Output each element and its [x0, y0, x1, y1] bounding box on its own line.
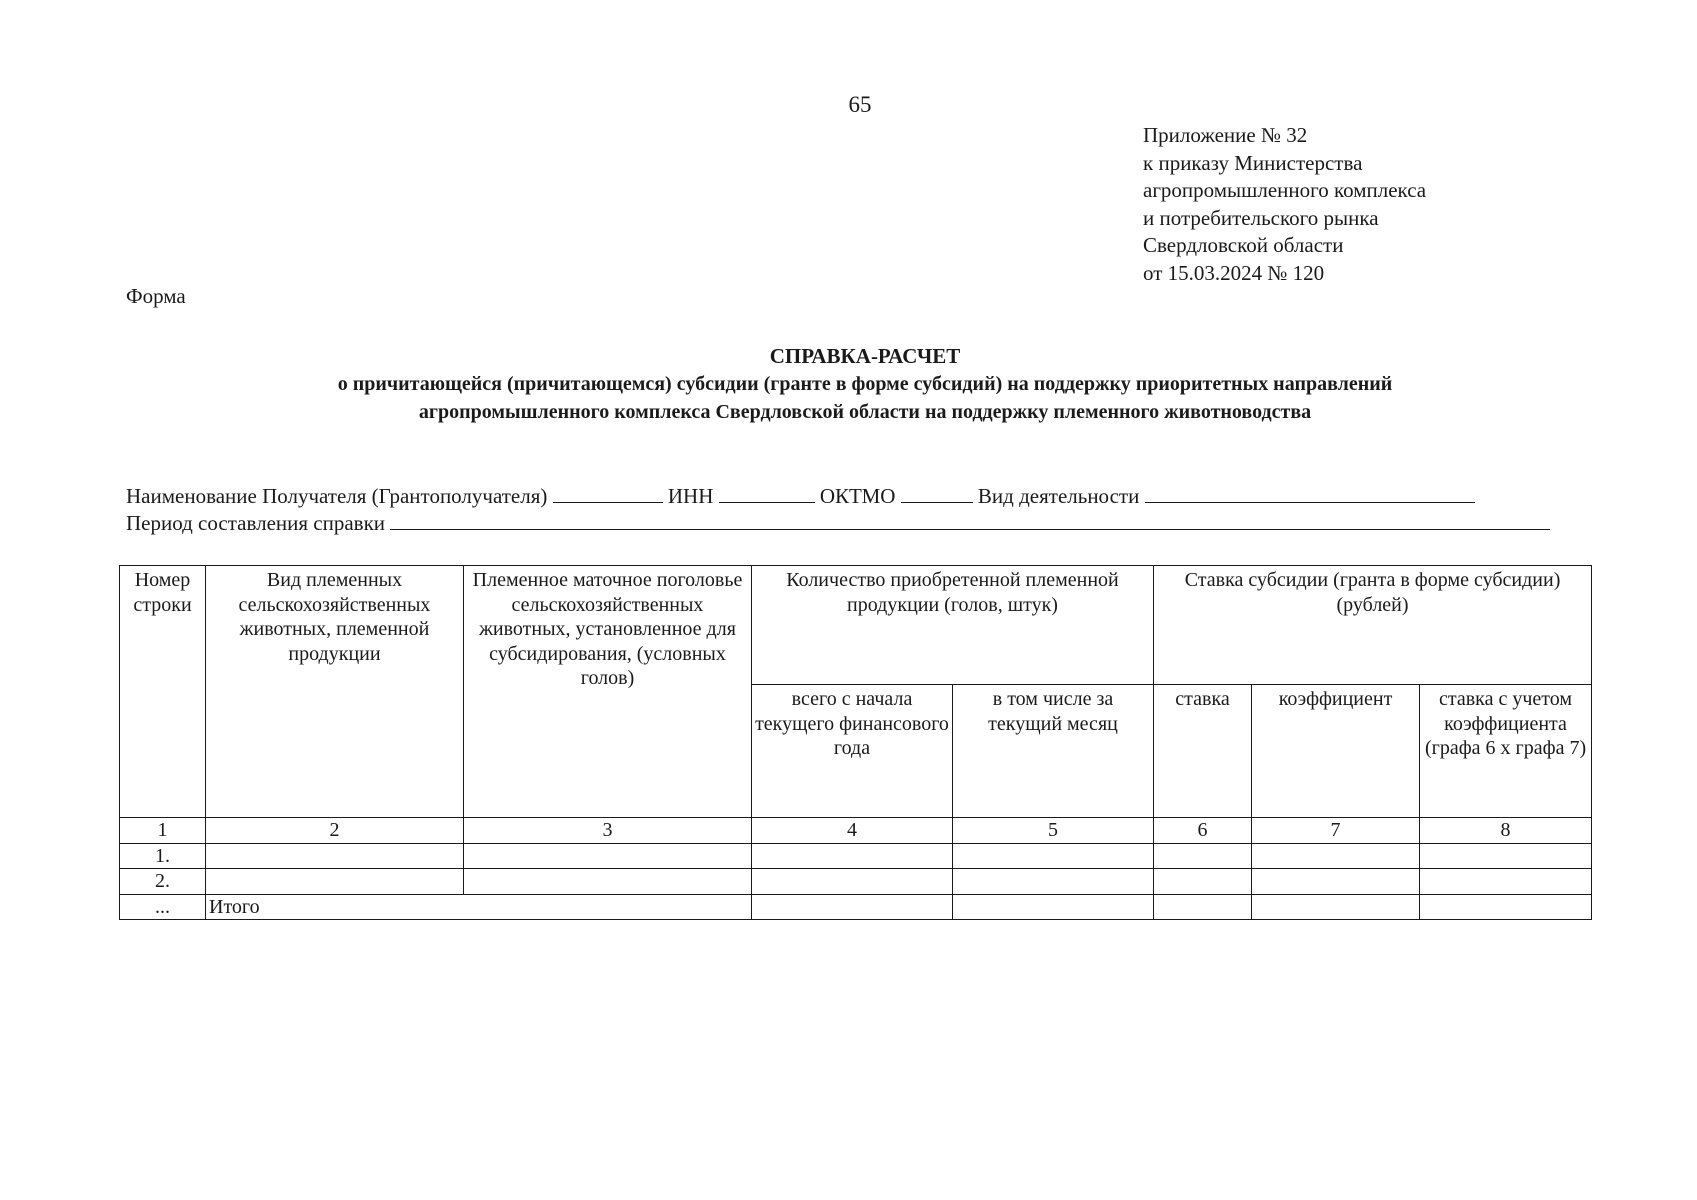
- appendix-block: [1143, 122, 1426, 287]
- table-row: [120, 869, 1592, 895]
- recipient-label: Наименование Получателя (Грантополучателя): [126, 484, 548, 508]
- form-label: Форма: [126, 284, 186, 308]
- header-coefficient: коэффициент: [1252, 685, 1420, 818]
- oktmo-blank[interactable]: [901, 484, 973, 503]
- table-cell[interactable]: [1154, 869, 1252, 895]
- column-number: 8: [1420, 818, 1592, 844]
- header-rate-with-coefficient: ставка с учетом коэффициента (графа 6 х графа 7): [1420, 685, 1592, 818]
- total-row-marker: ...: [120, 894, 206, 920]
- column-number: 4: [752, 818, 953, 844]
- table-row: [120, 843, 1592, 869]
- recipient-blank[interactable]: [553, 484, 663, 503]
- total-label: Итого: [206, 894, 752, 920]
- header-quantity-total: всего с начала текущего финансового года: [752, 685, 953, 818]
- table-cell[interactable]: [752, 869, 953, 895]
- appendix-line: и потребительского рынка: [1143, 205, 1379, 230]
- page-number: 65: [848, 92, 872, 117]
- table-cell[interactable]: [953, 869, 1154, 895]
- column-number: 5: [953, 818, 1154, 844]
- header-quantity: Количество приобретенной племенной продукции (голов, штук): [752, 566, 1154, 685]
- table-cell[interactable]: [464, 869, 752, 895]
- calculation-table: [119, 565, 1592, 920]
- table-cell[interactable]: [1252, 894, 1420, 920]
- recipient-line: [126, 483, 1596, 510]
- appendix-line: к приказу Министерства: [1143, 150, 1363, 175]
- table-cell[interactable]: [752, 843, 953, 869]
- title-line-1: о причитающейся (причитающемся) субсидии (гранте в форме субсидий) на поддержку приоритетных направлений: [337, 373, 1393, 395]
- total-row: [120, 894, 1592, 920]
- header-row-number: Номер строки: [120, 566, 206, 818]
- activity-label: Вид деятельности: [977, 484, 1140, 508]
- column-number: 3: [464, 818, 752, 844]
- main-title: СПРАВКА-РАСЧЕТ: [769, 344, 961, 368]
- period-line: [126, 510, 1596, 537]
- document-title: [110, 342, 1620, 426]
- column-number: 6: [1154, 818, 1252, 844]
- table-cell[interactable]: [752, 894, 953, 920]
- header-rate: Ставка субсидии (гранта в форме субсидии) (рублей): [1154, 566, 1592, 685]
- title-line-2: агропромышленного комплекса Свердловской области на поддержку племенного животноводства: [418, 401, 1312, 423]
- appendix-line: Свердловской области: [1143, 233, 1344, 257]
- table-cell[interactable]: [206, 843, 464, 869]
- header-quantity-month: в том числе за текущий месяц: [953, 685, 1154, 818]
- table-cell[interactable]: [206, 869, 464, 895]
- table-cell[interactable]: [1420, 869, 1592, 895]
- table-cell[interactable]: [953, 894, 1154, 920]
- oktmo-label: ОКТМО: [819, 484, 896, 508]
- table-cell[interactable]: [1154, 843, 1252, 869]
- header-animal-type: Вид племенных сельскохозяйственных животных, племенной продукции: [206, 566, 464, 818]
- recipient-fields: [126, 483, 1596, 537]
- column-number: 7: [1252, 818, 1420, 844]
- table-cell[interactable]: [464, 843, 752, 869]
- appendix-line: Приложение № 32: [1143, 123, 1308, 147]
- appendix-line: от 15.03.2024 № 120: [1143, 260, 1325, 285]
- table-cell[interactable]: [1252, 843, 1420, 869]
- inn-label: ИНН: [667, 484, 714, 508]
- appendix-line: агропромышленного комплекса: [1143, 178, 1427, 202]
- period-label: Период составления справки: [126, 511, 386, 535]
- table-cell[interactable]: [1420, 894, 1592, 920]
- header-rate-base: ставка: [1154, 685, 1252, 818]
- row-number: 2.: [120, 869, 206, 895]
- column-number-row: [120, 818, 1592, 844]
- header-livestock: Племенное маточное поголовье сельскохозяйственных животных, установленное для субсидирования, (условных голов): [464, 566, 752, 818]
- table-cell[interactable]: [1252, 869, 1420, 895]
- activity-blank[interactable]: [1145, 484, 1475, 503]
- column-number: 1: [120, 818, 206, 844]
- period-blank[interactable]: [390, 511, 1550, 530]
- row-number: 1.: [120, 843, 206, 869]
- table-cell[interactable]: [953, 843, 1154, 869]
- table-cell[interactable]: [1154, 894, 1252, 920]
- inn-blank[interactable]: [719, 484, 815, 503]
- column-number: 2: [206, 818, 464, 844]
- table-cell[interactable]: [1420, 843, 1592, 869]
